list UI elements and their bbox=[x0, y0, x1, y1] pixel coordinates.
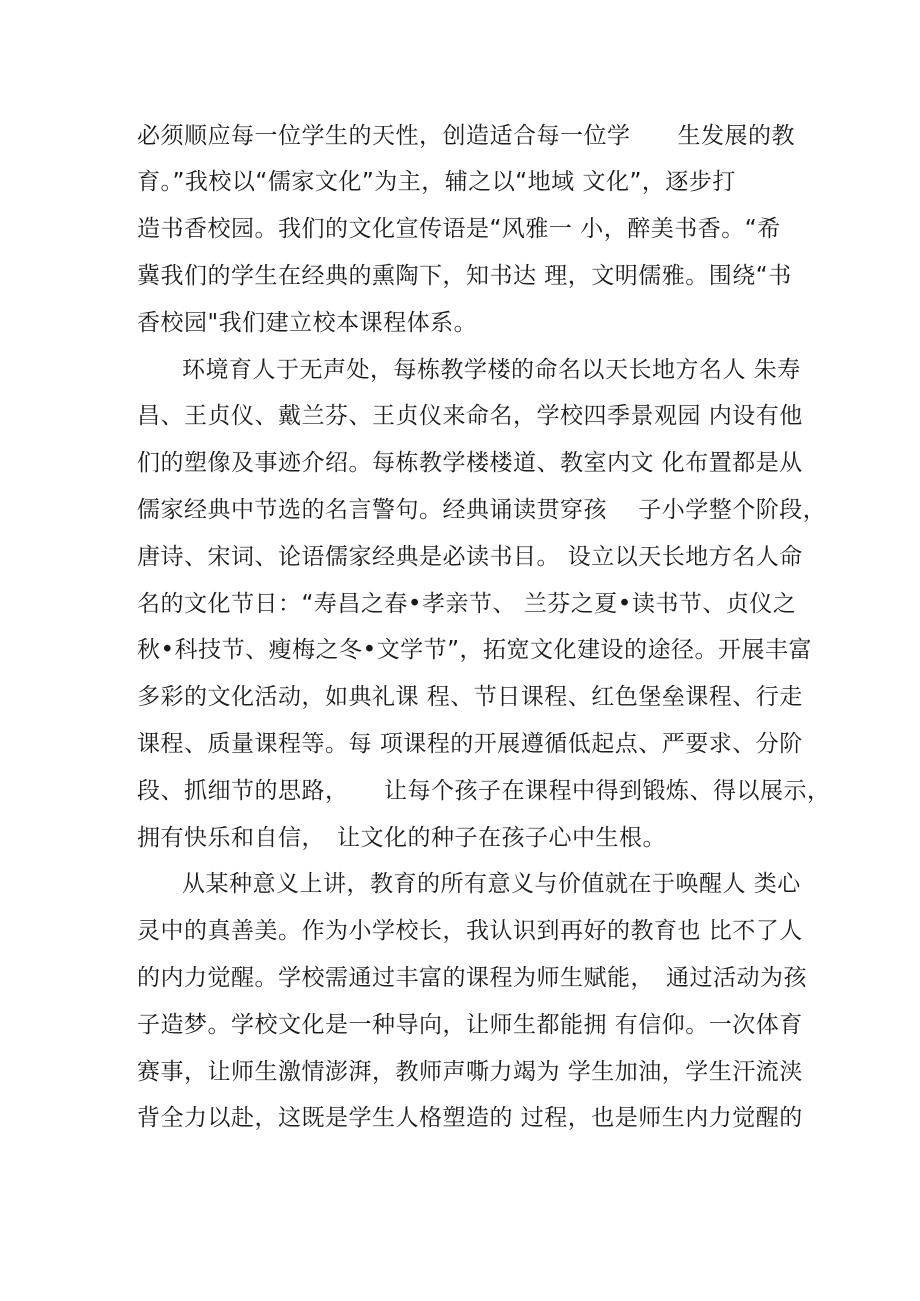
text-line: 香校园"我们建立校本课程体系。 bbox=[137, 310, 478, 336]
text-line: 育。”我校以“儒家文化”为主，辅之以“地域 文化”，逐步打 bbox=[137, 169, 736, 195]
text-line: 唐诗、宋词、论语儒家经典是必读书目。 设立以天长地方名人命 bbox=[137, 544, 803, 570]
text-line: 冀我们的学生在经典的熏陶下，知书达 理，文明儒雅。围绕“书 bbox=[137, 263, 792, 289]
text-line: 昌、王贞仪、戴兰芬、王贞仪来命名，学校四季景观园 内设有他 bbox=[137, 403, 803, 429]
text-line: 子造梦。学校文化是一种导向，让师生都能拥 有信仰。一次体育 bbox=[137, 1012, 803, 1038]
text-line: 儒家经典中节选的名言警句。经典诵读贯穿孩 子小学整个阶段， bbox=[137, 497, 827, 523]
text-line: 环境育人于无声处，每栋教学楼的命名以天长地方名人 朱寿 bbox=[182, 357, 801, 383]
text-line: 必须顺应每一位学生的天性，创造适合每一位学 生发展的教 bbox=[137, 123, 795, 149]
text-line: 背全力以赴，这既是学生人格塑造的 过程，也是师生内力觉醒的 bbox=[137, 1105, 803, 1131]
text-line: 灵中的真善美。作为小学校长，我认识到再好的教育也 比不了人 bbox=[137, 918, 803, 944]
text-line: 段、抓细节的思路， 让每个孩子在课程中得到锻炼、得以展示， bbox=[137, 778, 831, 804]
text-line: 秋•科技节、瘦梅之冬•文学节”，拓宽文化建设的途径。开展丰富 bbox=[137, 637, 813, 663]
text-line: 多彩的文化活动，如典礼课 程、节日课程、红色堡垒课程、行走 bbox=[137, 684, 803, 710]
text-line: 们的塑像及事迹介绍。每栋教学楼楼道、教室内文 化布置都是从 bbox=[137, 450, 803, 476]
text-line: 从某种意义上讲，教育的所有意义与价值就在于唤醒人 类心 bbox=[182, 871, 801, 897]
text-line: 的内力觉醒。学校需通过丰富的课程为师生赋能， 通过活动为孩 bbox=[137, 965, 807, 991]
text-line: 拥有快乐和自信， 让文化的种子在孩子心中生根。 bbox=[137, 825, 666, 851]
text-line: 造书香校园。我们的文化宣传语是“风雅一 小，醉美书香。“希 bbox=[137, 216, 781, 242]
text-line: 名的文化节日：“寿昌之春•孝亲节、 兰芬之夏•读书节、贞仪之 bbox=[137, 591, 797, 617]
text-line: 赛事，让师生激情澎湃，教师声嘶力竭为 学生加油，学生汗流浃 bbox=[137, 1059, 803, 1085]
text-line: 课程、质量课程等。每 项课程的开展遵循低起点、严要求、分阶 bbox=[137, 731, 803, 757]
